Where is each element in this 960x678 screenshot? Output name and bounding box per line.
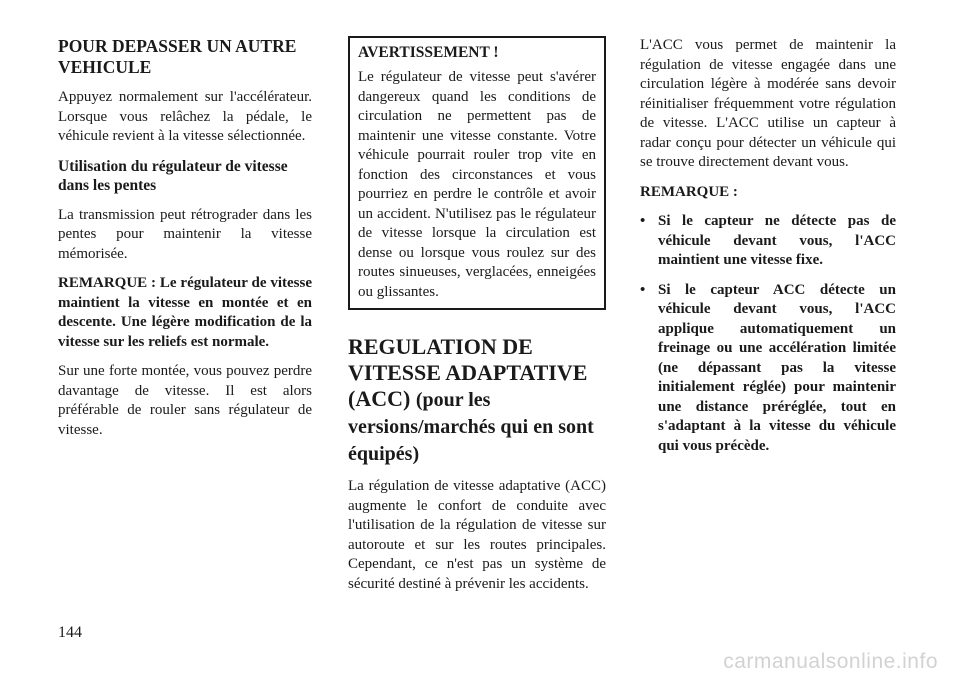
watermark: carmanualsonline.info xyxy=(723,650,938,673)
remark-list xyxy=(640,212,896,456)
list-item-text: Si le capteur ne détecte pas de véhicule devant vous, l'ACC maintient une vitesse fixe. xyxy=(658,213,896,268)
warning-title: AVERTISSEMENT ! xyxy=(358,44,499,61)
column-left xyxy=(58,36,312,450)
paragraph-slopes: La transmission peut rétrograder dans les pentes pour maintenir la vitesse mémorisée. xyxy=(58,206,312,262)
acc-heading-sub: (pour les versions/marchés qui en sont équipés) xyxy=(348,389,594,465)
bullet-icon: • xyxy=(640,281,646,298)
section-heading-overtaking: POUR DEPASSER UN AUTRE VEHICULE xyxy=(58,36,297,77)
warning-text: Le régulateur de vitesse peut s'avérer dangereux quand les conditions de circulation ne permettent pas de maintenir une vitesse constante. Votre véhicule pourrait rouler trop vite en fonction des circonstances et vous pourriez en perdre le contrôle et avoir un accident. N'utilisez pas le régulateur de vitesse lorsque la circulation est dense ou lorsque vous roulez sur des routes sinueuses, verglacées, enneigées ou glissantes. xyxy=(358,69,596,300)
section-heading-acc xyxy=(348,334,606,467)
warning-box xyxy=(348,36,606,310)
paragraph-steep-climb: Sur une forte montée, vous pouvez perdre davantage de vitesse. Il est alors préférable de rouler sans régulateur de vitesse. xyxy=(58,363,312,438)
paragraph-acc-intro: La régulation de vitesse adaptative (ACC) augmente le confort de conduite avec l'utilisation de la régulation de vitesse sur autoroute et sur les routes principales. Cependant, ce n'est pas un système de sécurité destiné à prévenir les accidents. xyxy=(348,478,606,592)
subheading-slopes: Utilisation du régulateur de vitesse dans les pentes xyxy=(58,157,288,194)
paragraph-acc-function: L'ACC vous permet de maintenir la régulation de vitesse engagée dans une circulation légère à modérée sans devoir réinitialiser fréquemment votre régulation de vitesse. L'ACC utilise un capteur à radar conçu pour détecter un véhicule qui se trouve directement devant vous. xyxy=(640,37,896,170)
list-item xyxy=(640,281,896,457)
acc-heading-main: REGULATION DE VITESSE ADAPTATIVE (ACC) xyxy=(348,334,588,411)
bullet-icon: • xyxy=(640,213,646,229)
list-item xyxy=(640,212,896,271)
paragraph-overtaking: Appuyez normalement sur l'accélérateur. Lorsque vous relâchez la pédale, le véhicule revient à la vitesse sélectionnée. xyxy=(58,89,312,144)
column-middle xyxy=(348,36,606,604)
list-item-text: Si le capteur ACC détecte un véhicule devant vous, l'ACC applique automatiquement un freinage ou une accélération limitée (ne dépassant pas la vitesse initialement réglée) pour maintenir une distance préréglée, tout en s'adaptant à la vitesse du véhicule qui vous précède. xyxy=(658,281,896,454)
remark-label: REMARQUE : xyxy=(640,183,738,200)
column-right xyxy=(640,36,896,466)
remark-slopes: REMARQUE : Le régulateur de vitesse maintient la vitesse en montée et en descente. Une légère modification de la vitesse sur les reliefs est normale. xyxy=(58,275,312,350)
page-number: 144 xyxy=(58,624,82,641)
